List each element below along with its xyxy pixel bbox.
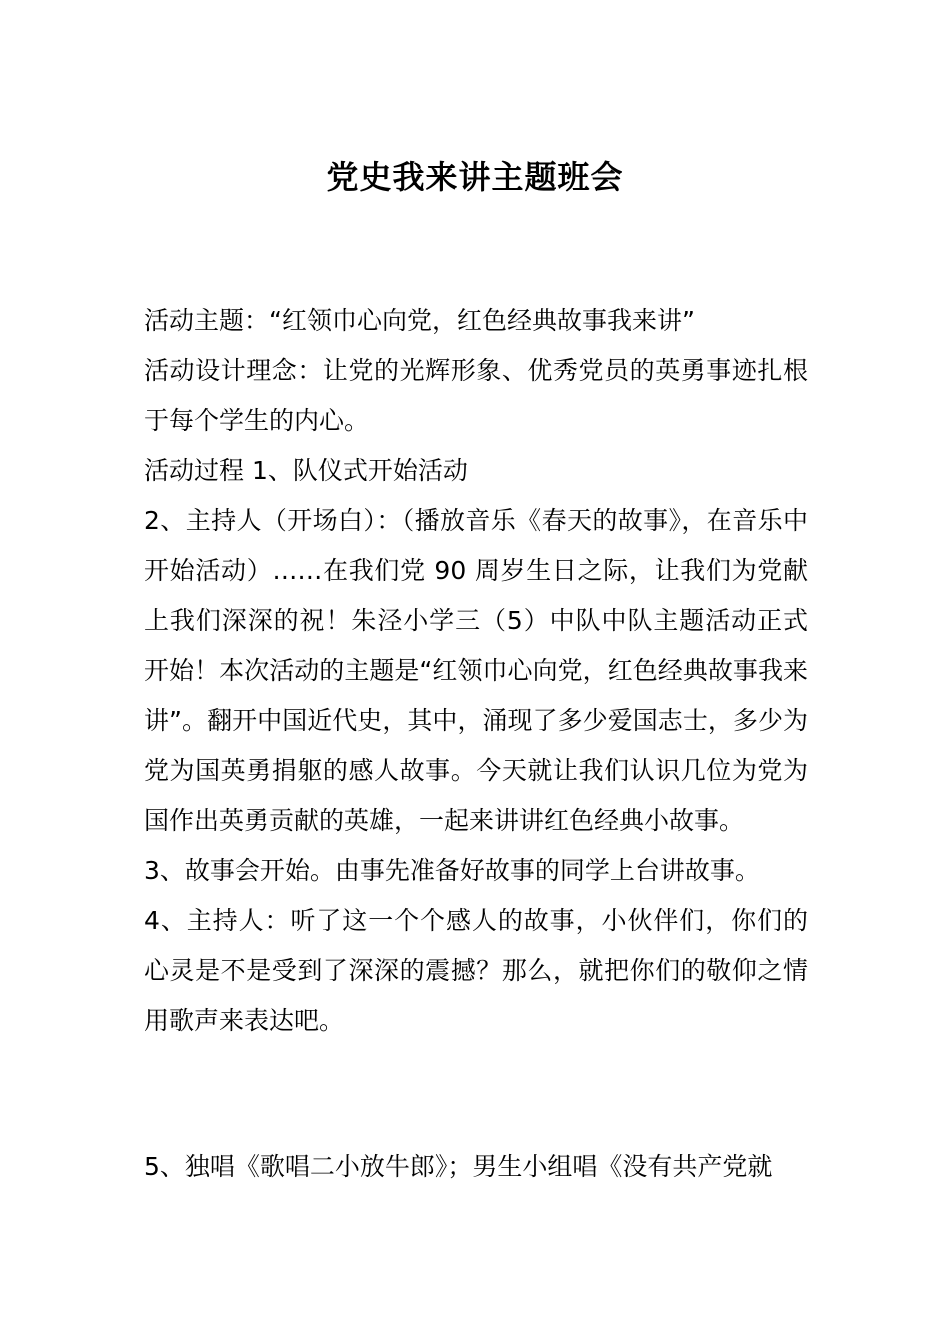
paragraph-step-4-host: 4、主持人：听了这一个个感人的故事，小伙伴们，你们的心灵是不是受到了深深的震撼？那么，就把你们的敬仰之情用歌声来表达吧。: [144, 906, 808, 1035]
paragraph-step-5-singing: 5、独唱《歌唱二小放牛郎》；男生小组唱《没有共产党就: [144, 1152, 773, 1181]
paragraph-step-3-storytelling: 3、故事会开始。由事先准备好故事的同学上台讲故事。: [144, 856, 760, 885]
paragraph-step-2-host-opening: 2、主持人（开场白）：（播放音乐《春天的故事》，在音乐中开始活动）……在我们党 90 周岁生日之际，让我们为党献上我们深深的祝！朱泾小学三（5）中队中队主题活动正式开始！本次活动的主题是“红领巾心向党，红色经典故事我来讲”。翻开中国近代史，其中，涌现了多少爱国志士，多少为党为国英勇捐躯的感人故事。今天就让我们认识几位为党为国作出英勇贡献的英雄，一起来讲讲红色经典小故事。: [144, 506, 808, 835]
document-body: [144, 296, 808, 1046]
document-title: 党史我来讲主题班会: [326, 158, 624, 196]
paragraph-theme: 活动主题：“红领巾心向党，红色经典故事我来讲”: [144, 306, 695, 335]
document-body-continued: [144, 1142, 808, 1192]
paragraph-process-step-1: 活动过程 1、队仪式开始活动: [144, 456, 468, 485]
paragraph-design-concept: 活动设计理念：让党的光辉形象、优秀党员的英勇事迹扎根于每个学生的内心。: [144, 356, 808, 435]
